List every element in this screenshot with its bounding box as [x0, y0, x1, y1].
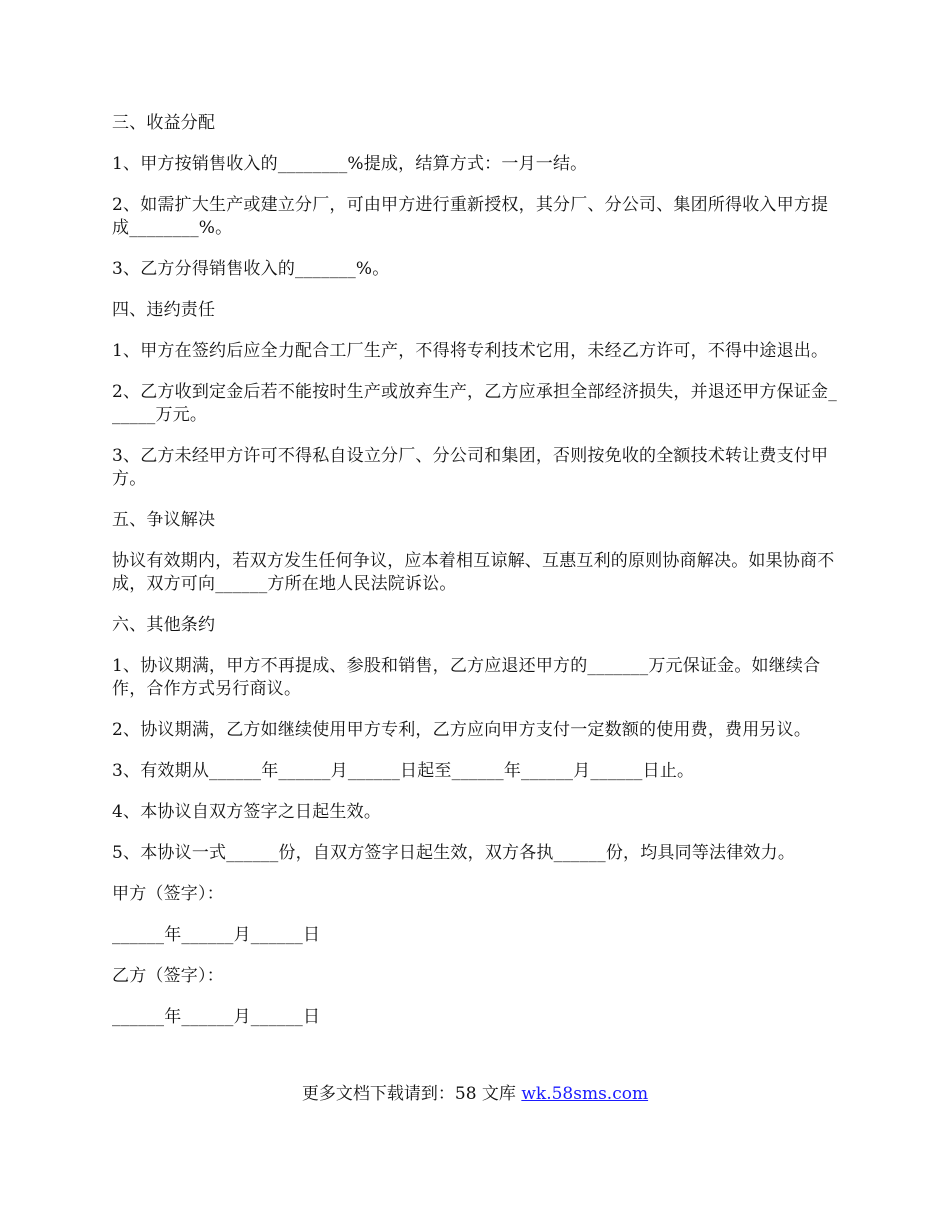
- section-heading-dispute: 五、争议解决: [112, 510, 216, 530]
- footer-text: 更多文档下载请到：58 文库: [301, 1084, 522, 1104]
- clause-other-2: 2、协议期满，乙方如继续使用甲方专利，乙方应向甲方支付一定数额的使用费，费用另议。: [112, 720, 812, 740]
- section-heading-other: 六、其他条约: [112, 615, 216, 635]
- party-b-signature: 乙方（签字）：: [112, 966, 224, 986]
- section-heading-revenue: 三、收益分配: [112, 113, 216, 133]
- party-b-date: ______年______月______日: [112, 1007, 321, 1027]
- clause-other-1: 1、协议期满，甲方不再提成、参股和销售，乙方应退还甲方的_______万元保证金。如继续合作，合作方式另行商议。: [112, 656, 821, 699]
- clause-other-3: 3、有效期从______年______月______日起至______年______月______日止。: [112, 761, 695, 781]
- clause-liability-2: 2、乙方收到定金后若不能按时生产或放弃生产，乙方应承担全部经济损失，并退还甲方保证金______万元。: [112, 382, 837, 425]
- section-heading-liability: 四、违约责任: [112, 300, 216, 320]
- party-a-signature: 甲方（签字）：: [112, 884, 224, 904]
- footer: [0, 1083, 950, 1106]
- clause-revenue-1: 1、甲方按销售收入的________%提成，结算方式：一月一结。: [112, 154, 588, 174]
- clause-other-4: 4、本协议自双方签字之日起生效。: [112, 802, 382, 822]
- clause-revenue-3: 3、乙方分得销售收入的_______%。: [112, 259, 390, 279]
- clause-liability-3: 3、乙方未经甲方许可不得私自设立分厂、分公司和集团，否则按免收的全额技术转让费支付甲方。: [112, 446, 829, 489]
- clause-revenue-2: 2、如需扩大生产或建立分厂，可由甲方进行重新授权，其分厂、分公司、集团所得收入甲方提成________%。: [112, 195, 829, 238]
- clause-dispute-1: 协议有效期内，若双方发生任何争议，应本着相互谅解、互惠互利的原则协商解决。如果协商不成，双方可向______方所在地人民法院诉讼。: [112, 551, 835, 594]
- clause-other-5: 5、本协议一式______份，自双方签字日起生效，双方各执______份，均具同等法律效力。: [112, 843, 796, 863]
- clause-liability-1: 1、甲方在签约后应全力配合工厂生产，不得将专利技术它用，未经乙方许可，不得中途退出。: [112, 341, 829, 361]
- party-a-date: ______年______月______日: [112, 925, 321, 945]
- footer-link[interactable]: wk.58sms.com: [521, 1084, 649, 1104]
